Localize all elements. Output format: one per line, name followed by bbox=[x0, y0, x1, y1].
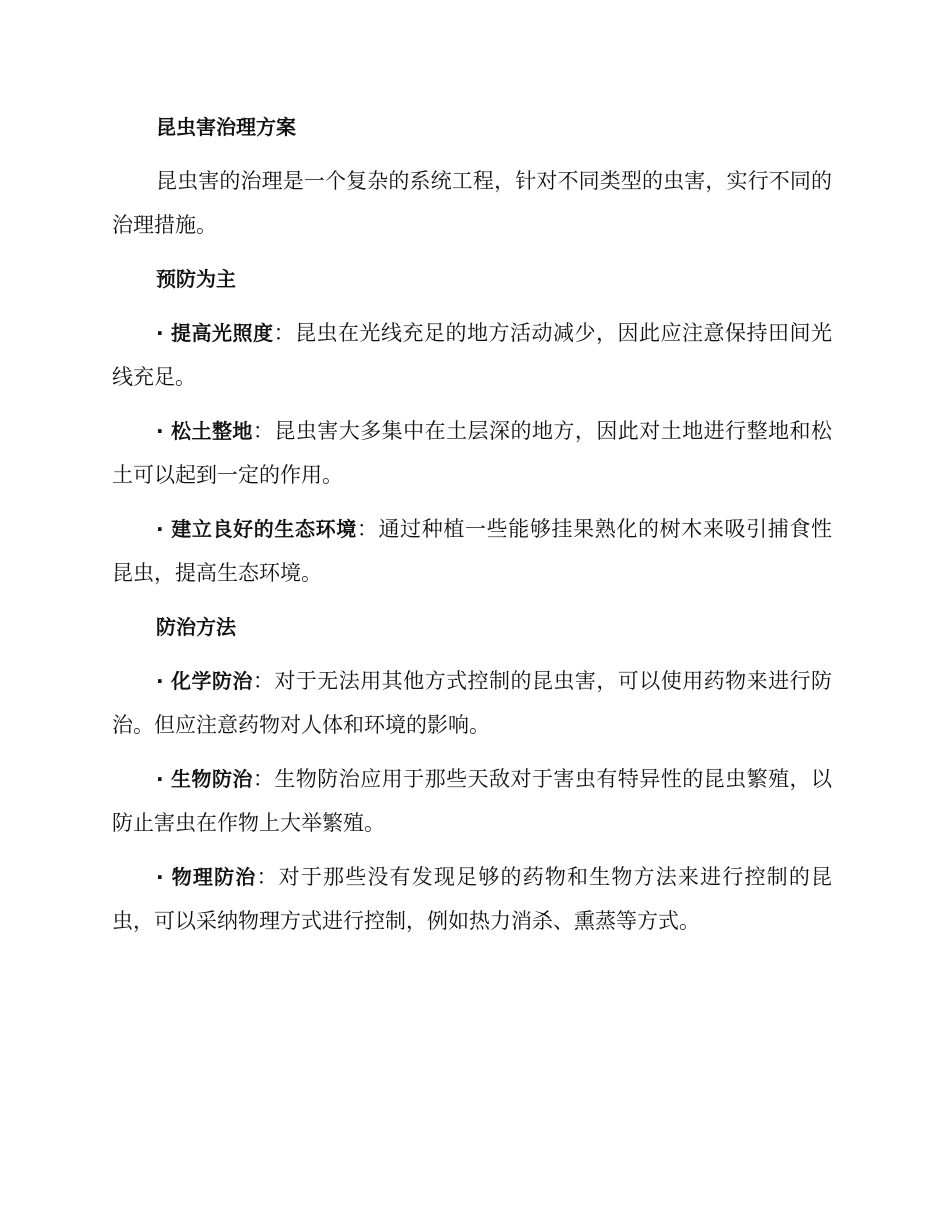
item-separator: ： bbox=[356, 517, 379, 541]
item-label: · 提高光照度 bbox=[156, 321, 274, 345]
section-heading-prevention: 预防为主 bbox=[156, 267, 236, 291]
item-separator: ： bbox=[252, 669, 275, 693]
document-title: 昆虫害治理方案 bbox=[156, 115, 296, 139]
list-item bbox=[112, 507, 832, 595]
item-separator: ： bbox=[256, 865, 279, 889]
item-text: 对于那些没有发现足够的药物和生物方法来进行控制的昆虫，可以采纳物理方式进行控制，例如热力消杀、熏蒸等方式。 bbox=[112, 865, 833, 933]
item-separator: ： bbox=[252, 419, 275, 443]
list-item bbox=[112, 855, 832, 943]
intro-paragraph: 昆虫害的治理是一个复杂的系统工程，针对不同类型的虫害，实行不同的治理措施。 bbox=[112, 169, 832, 237]
item-label: · 物理防治 bbox=[156, 865, 257, 889]
section-heading-control-methods: 防治方法 bbox=[156, 615, 236, 639]
item-label: · 化学防治 bbox=[156, 669, 253, 693]
item-text: 对于无法用其他方式控制的昆虫害，可以使用药物来进行防治。但应注意药物对人体和环境的影响。 bbox=[112, 669, 833, 737]
item-text: 生物防治应用于那些天敌对于害虫有特异性的昆虫繁殖，以防止害虫在作物上大举繁殖。 bbox=[112, 767, 833, 835]
item-text: 昆虫害大多集中在土层深的地方，因此对土地进行整地和松土可以起到一定的作用。 bbox=[112, 419, 833, 487]
list-item bbox=[112, 757, 832, 845]
item-text: 通过种植一些能够挂果熟化的树木来吸引捕食性昆虫，提高生态环境。 bbox=[112, 517, 833, 585]
item-label: · 松土整地 bbox=[156, 419, 253, 443]
list-item bbox=[112, 409, 832, 497]
item-label: · 建立良好的生态环境 bbox=[156, 517, 357, 541]
list-item bbox=[112, 311, 832, 399]
document-body bbox=[112, 105, 832, 953]
item-separator: ： bbox=[252, 767, 275, 791]
list-item bbox=[112, 659, 832, 747]
item-text: 昆虫在光线充足的地方活动减少，因此应注意保持田间光线充足。 bbox=[112, 321, 833, 389]
item-separator: ： bbox=[273, 321, 296, 345]
item-label: · 生物防治 bbox=[156, 767, 253, 791]
